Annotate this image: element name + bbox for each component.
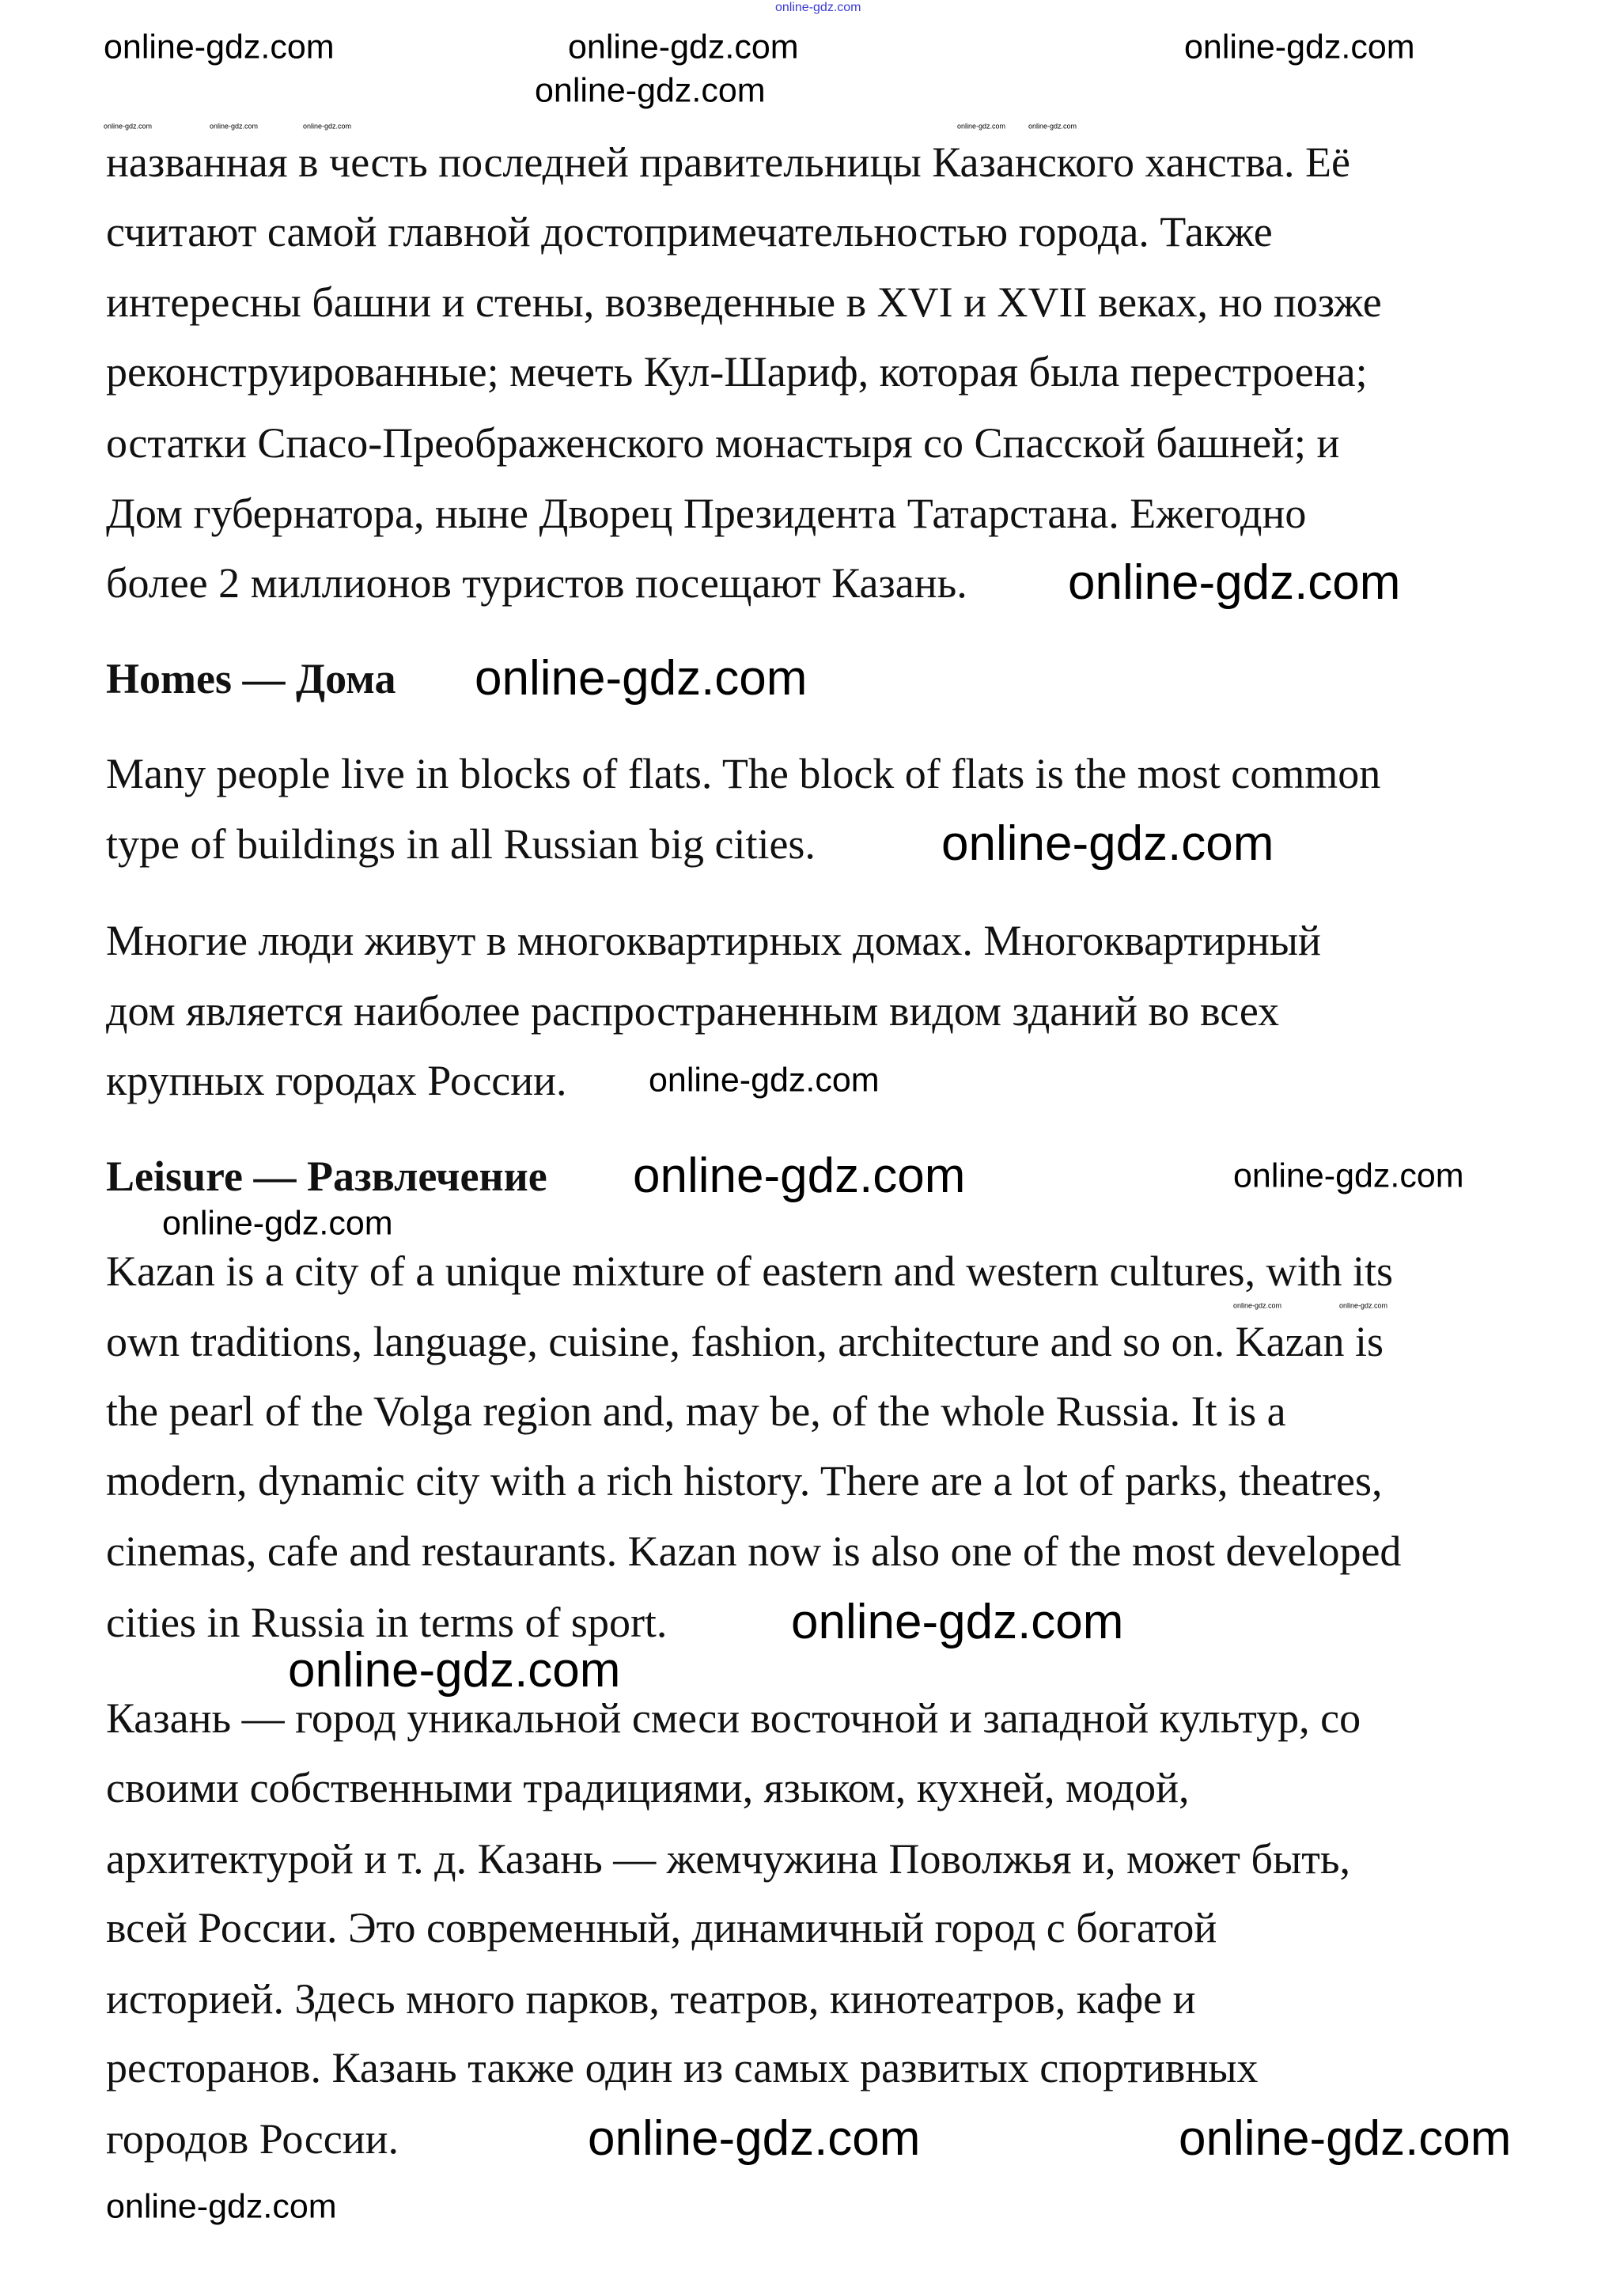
section-heading-leisure: Leisure — Развлечение (106, 1153, 547, 1200)
text-line: Kazan is a city of a unique mixture of eastern and western cultures, with its (106, 1247, 1393, 1295)
text-line: type of buildings in all Russian big cities. (106, 820, 816, 868)
watermark: online-gdz.com (957, 122, 1006, 131)
watermark: online-gdz.com (475, 651, 808, 706)
watermark: online-gdz.com (588, 2111, 921, 2166)
text-line: Дом губернатора, ныне Дворец Президента Татарстана. Ежегодно (106, 490, 1307, 537)
text-line: интересны башни и стены, возведенные в XVI и XVII веках, но позже (106, 278, 1382, 326)
watermark: online-gdz.com (1068, 555, 1401, 610)
watermark: online-gdz.com (535, 71, 766, 110)
text-line: считают самой главной достопримечательностью города. Также (106, 208, 1273, 256)
text-line: cinemas, cafe and restaurants. Kazan now is also one of the most developed (106, 1527, 1402, 1575)
text-line: cities in Russia in terms of sport. (106, 1599, 668, 1646)
text-line: the pearl of the Volga region and, may be, of the whole Russia. It is a (106, 1387, 1286, 1435)
text-line: историей. Здесь много парков, театров, кинотеатров, кафе и (106, 1975, 1196, 2023)
watermark: online-gdz.com (104, 28, 335, 66)
text-line: Many people live in blocks of flats. The block of flats is the most common (106, 750, 1381, 797)
text-line: own traditions, language, cuisine, fashion, architecture and so on. Kazan is (106, 1318, 1384, 1365)
watermark: online-gdz.com (775, 1, 861, 14)
watermark: online-gdz.com (1184, 28, 1415, 66)
text-line: крупных городах России. (106, 1057, 567, 1104)
watermark: online-gdz.com (1233, 1301, 1282, 1310)
watermark: online-gdz.com (1233, 1156, 1464, 1195)
text-line: modern, dynamic city with a rich history. There are a lot of parks, theatres, (106, 1457, 1383, 1505)
text-line: реконструированные; мечеть Кул-Шариф, которая была перестроена; (106, 348, 1368, 396)
watermark: online-gdz.com (649, 1061, 880, 1100)
watermark: online-gdz.com (288, 1643, 621, 1698)
watermark: online-gdz.com (791, 1595, 1124, 1649)
watermark: online-gdz.com (941, 816, 1274, 871)
watermark: online-gdz.com (633, 1149, 966, 1203)
watermark: online-gdz.com (1028, 122, 1077, 131)
text-line: Казань — город уникальной смеси восточной и западной культур, со (106, 1694, 1361, 1742)
text-line: городов России. (106, 2115, 399, 2163)
text-line: всей России. Это современный, динамичный город с богатой (106, 1904, 1217, 1951)
text-line: Многие люди живут в многоквартирных домах. Многоквартирный (106, 917, 1321, 964)
text-line: названная в честь последней правительницы Казанского ханства. Её (106, 138, 1350, 186)
watermark: online-gdz.com (210, 122, 259, 131)
text-line: дом является наиболее распространенным видом зданий во всех (106, 987, 1280, 1035)
text-line: более 2 миллионов туристов посещают Казань. (106, 559, 967, 607)
watermark: online-gdz.com (303, 122, 352, 131)
watermark: online-gdz.com (568, 28, 799, 66)
watermark: online-gdz.com (1179, 2111, 1512, 2166)
text-line: ресторанов. Казань также один из самых развитых спортивных (106, 2044, 1259, 2091)
watermark: online-gdz.com (162, 1204, 393, 1243)
watermark: online-gdz.com (1339, 1301, 1388, 1310)
watermark: online-gdz.com (106, 2187, 337, 2226)
watermark: online-gdz.com (104, 122, 153, 131)
text-line: архитектурой и т. д. Казань — жемчужина Поволжья и, может быть, (106, 1835, 1351, 1883)
text-line: остатки Спасо-Преображенского монастыря со Спасской башней; и (106, 419, 1340, 467)
text-line: своими собственными традициями, языком, кухней, модой, (106, 1764, 1190, 1811)
section-heading-homes: Homes — Дома (106, 655, 396, 702)
